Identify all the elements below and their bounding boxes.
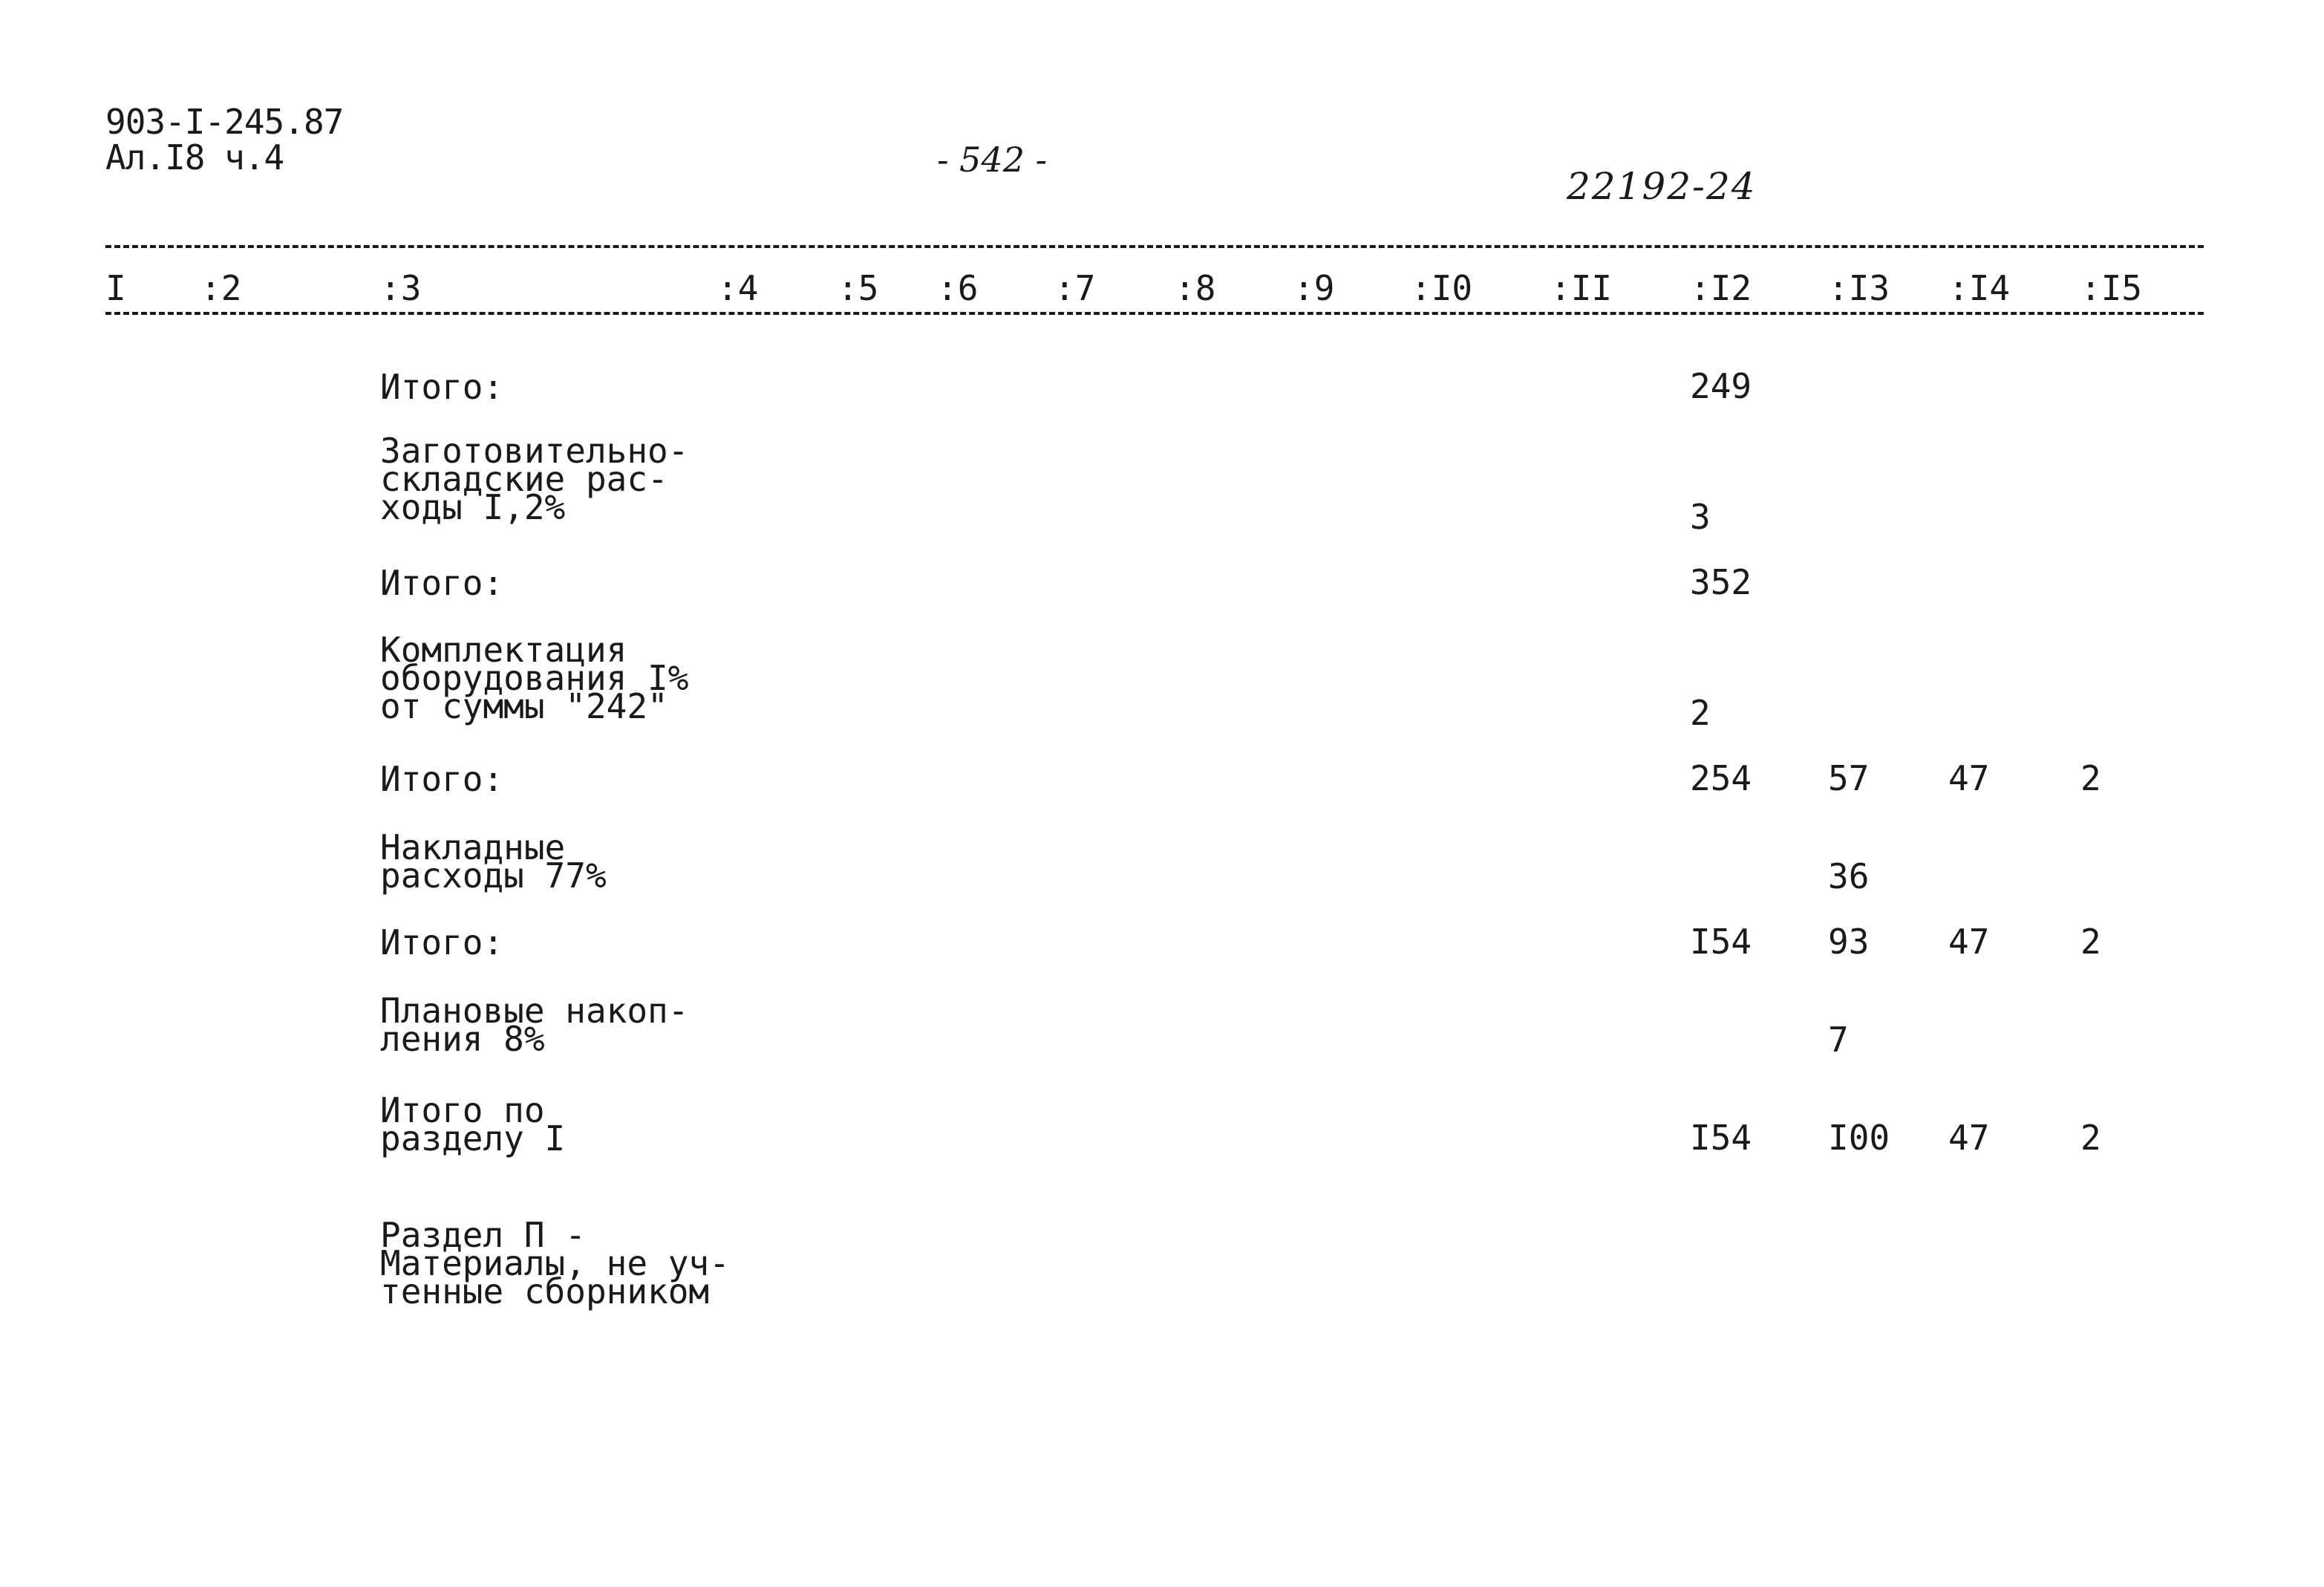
row-label: Заготовительно- складские рас- ходы I,2% <box>380 431 689 527</box>
cell-col-13: 36 <box>1828 856 1870 896</box>
column-header: :9 <box>1293 268 1335 308</box>
table-top-rule <box>105 245 2204 248</box>
row-label: Итого по разделу I <box>380 1090 566 1159</box>
table-header-rule <box>105 312 2204 315</box>
column-header: :II <box>1550 268 1613 308</box>
column-header: :2 <box>200 268 242 308</box>
column-header: :I3 <box>1828 268 1890 308</box>
document-code-line-2: Ал.I8 ч.4 <box>105 137 284 177</box>
column-header: I <box>105 268 126 308</box>
column-header: :I5 <box>2080 268 2143 308</box>
row-label: Итого: <box>380 563 504 603</box>
row-label: Комплектация оборудования I% от суммы "242" <box>380 630 689 726</box>
column-header: :3 <box>380 268 422 308</box>
cell-col-15: 2 <box>2080 1118 2101 1158</box>
cell-col-12: 254 <box>1690 758 1752 798</box>
column-header: :I0 <box>1411 268 1473 308</box>
document-code-line-1: 903-I-245.87 <box>105 102 344 142</box>
cell-col-12: I54 <box>1690 922 1752 962</box>
section-heading: Раздел П - Материалы, не уч- тенные сборником <box>380 1215 730 1311</box>
column-header: :7 <box>1054 268 1096 308</box>
cell-col-14: 47 <box>1948 922 1990 962</box>
cell-col-13: 7 <box>1828 1020 1849 1060</box>
row-label: Итого: <box>380 759 504 799</box>
row-label: Накладные расходы 77% <box>380 827 607 896</box>
row-label: Плановые накоп- ления 8% <box>380 991 689 1059</box>
column-header: :I2 <box>1690 268 1752 308</box>
cell-col-13: I00 <box>1828 1118 1890 1158</box>
cell-col-12: 249 <box>1690 366 1752 406</box>
cell-col-14: 47 <box>1948 1118 1990 1158</box>
cell-col-15: 2 <box>2080 922 2101 962</box>
document-code <box>105 104 343 175</box>
handwritten-stamp: 22192-24 <box>1567 165 1757 208</box>
cell-col-14: 47 <box>1948 758 1990 798</box>
page-number: - 542 - <box>937 140 1048 180</box>
cell-col-12: I54 <box>1690 1118 1752 1158</box>
cell-col-13: 93 <box>1828 922 1870 962</box>
cell-col-13: 57 <box>1828 758 1870 798</box>
row-label: Итого: <box>380 922 504 962</box>
row-label: Итого: <box>380 367 504 407</box>
column-header: :5 <box>838 268 879 308</box>
cell-col-15: 2 <box>2080 758 2101 798</box>
column-header: :4 <box>717 268 759 308</box>
cell-col-12: 352 <box>1690 562 1752 602</box>
column-header: :6 <box>937 268 979 308</box>
column-header: :I4 <box>1948 268 2011 308</box>
cell-col-12: 3 <box>1690 497 1711 537</box>
column-header: :8 <box>1175 268 1216 308</box>
cell-col-12: 2 <box>1690 693 1711 733</box>
